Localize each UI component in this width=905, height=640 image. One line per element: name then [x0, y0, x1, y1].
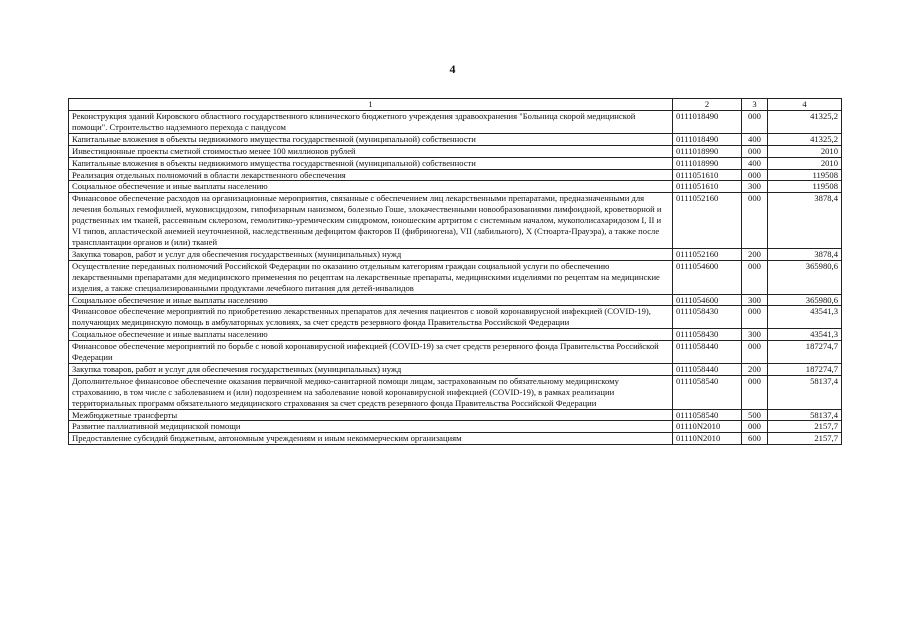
- row-amount-cell: 365980,6: [768, 260, 842, 294]
- row-amount-cell: 3878,4: [768, 193, 842, 249]
- row-code-cell: 0111054600: [673, 294, 742, 306]
- row-name-cell: Социальное обеспечение и иные выплаты населению: [69, 181, 673, 193]
- row-code-cell: 0111058430: [673, 306, 742, 329]
- table-row: [69, 181, 842, 193]
- row-code-cell: 0111054600: [673, 260, 742, 294]
- row-expense-type-cell: 000: [742, 306, 768, 329]
- row-amount-cell: 2157,7: [768, 421, 842, 433]
- row-name-cell: Предоставление субсидий бюджетным, автономным учреждениям и иным некоммерческим организациям: [69, 433, 673, 445]
- row-code-cell: 0111051610: [673, 181, 742, 193]
- row-code-cell: 0111058440: [673, 341, 742, 364]
- row-code-cell: 01110N2010: [673, 433, 742, 445]
- page-number: 4: [449, 62, 456, 76]
- row-expense-type-cell: 400: [742, 133, 768, 145]
- row-name-cell: Осуществление переданных полномочий Российской Федерации по оказанию отдельным категориям граждан социальной услуги по обеспечению лекарственными препаратами для медицинского применения по рецептам на лекарственные препараты, медицинскими изделиями по рецептам на медицинские изделия, а также специализированными продуктами лечебного питания для детей-инвалидов: [69, 260, 673, 294]
- row-amount-cell: 2010: [768, 157, 842, 169]
- table-row: [69, 341, 842, 364]
- row-name-cell: Инвестиционные проекты сметной стоимостью менее 100 миллионов рублей: [69, 145, 673, 157]
- row-code-cell: 0111018990: [673, 145, 742, 157]
- header-col-2: 2: [673, 99, 742, 111]
- row-code-cell: 0111058440: [673, 363, 742, 375]
- row-name-cell: Капитальные вложения в объекты недвижимого имущества государственной (муниципальной) собственности: [69, 133, 673, 145]
- row-expense-type-cell: 400: [742, 157, 768, 169]
- table-row: [69, 157, 842, 169]
- row-expense-type-cell: 300: [742, 329, 768, 341]
- header-row: [69, 99, 842, 111]
- header-col-3: 3: [742, 99, 768, 111]
- row-name-cell: Развитие паллиативной медицинской помощи: [69, 421, 673, 433]
- row-code-cell: 0111018990: [673, 157, 742, 169]
- row-name-cell: Финансовое обеспечение расходов на организационные мероприятия, связанные с обеспечением лиц лекарственными препаратами, предназначенными для лечения больных гемофилией, муковисцидозом, гипофизарным нанизмом, болезнью Гоше, злокачественными новообразованиями лимфоидной, кроветворной и родственных им тканей, рассеянным склерозом, гемолитико-уремическим синдромом, юношеским артритом с системным началом, мукополисахаридозом I, II и VI типов, апластической анемией неуточненной, наследственным дефицитом факторов II (фибриногена), VII (лабильного), X (Стюарта-Прауэра), а также после трансплантации органов и (или) тканей: [69, 193, 673, 249]
- row-expense-type-cell: 200: [742, 248, 768, 260]
- row-amount-cell: 2157,7: [768, 433, 842, 445]
- table-row: [69, 111, 842, 134]
- table-row: [69, 363, 842, 375]
- row-code-cell: 0111058430: [673, 329, 742, 341]
- table-row: [69, 409, 842, 421]
- row-expense-type-cell: 000: [742, 375, 768, 409]
- row-amount-cell: 41325,2: [768, 111, 842, 134]
- row-name-cell: Финансовое обеспечение мероприятий по борьбе с новой коронавирусной инфекцией (COVID-19) за счет средств резервного фонда Правительства Российской Федерации: [69, 341, 673, 364]
- row-expense-type-cell: 000: [742, 111, 768, 134]
- row-amount-cell: 365980,6: [768, 294, 842, 306]
- row-expense-type-cell: 000: [742, 193, 768, 249]
- row-expense-type-cell: 300: [742, 294, 768, 306]
- table-row: [69, 260, 842, 294]
- table-body: [69, 111, 842, 445]
- row-amount-cell: 187274,7: [768, 341, 842, 364]
- row-amount-cell: 41325,2: [768, 133, 842, 145]
- row-name-cell: Закупка товаров, работ и услуг для обеспечения государственных (муниципальных) нужд: [69, 363, 673, 375]
- row-amount-cell: 187274,7: [768, 363, 842, 375]
- row-name-cell: Социальное обеспечение и иные выплаты населению: [69, 294, 673, 306]
- header-col-1: 1: [69, 99, 673, 111]
- table-row: [69, 133, 842, 145]
- row-expense-type-cell: 000: [742, 260, 768, 294]
- table-row: [69, 433, 842, 445]
- row-name-cell: Реконструкция зданий Кировского областного государственного клинического бюджетного учреждения здравоохранения "Больница скорой медицинской помощи". Строительство надземного перехода с пандусом: [69, 111, 673, 134]
- row-name-cell: Социальное обеспечение и иные выплаты населению: [69, 329, 673, 341]
- table-row: [69, 294, 842, 306]
- row-name-cell: Финансовое обеспечение мероприятий по приобретению лекарственных препаратов для лечения пациентов с новой коронавирусной инфекцией (COVID-19), получающих медицинскую помощь в амбулаторных условиях, за счет средств резервного фонда Правительства Российской Федерации: [69, 306, 673, 329]
- table-row: [69, 248, 842, 260]
- row-expense-type-cell: 000: [742, 341, 768, 364]
- row-name-cell: Закупка товаров, работ и услуг для обеспечения государственных (муниципальных) нужд: [69, 248, 673, 260]
- table-row: [69, 421, 842, 433]
- budget-table: [68, 98, 842, 445]
- row-code-cell: 0111058540: [673, 409, 742, 421]
- row-amount-cell: 3878,4: [768, 248, 842, 260]
- row-name-cell: Реализация отдельных полномочий в области лекарственного обеспечения: [69, 169, 673, 181]
- row-name-cell: Дополнительное финансовое обеспечение оказания первичной медико-санитарной помощи лицам, застрахованным по обязательному медицинскому страхованию, в том числе с заболеванием и (или) подозрением на заболевание новой коронавирусной инфекцией (COVID-19), в рамках реализации территориальных программ обязательного медицинского страхования за счет средств резервного фонда Правительства Российской Федерации: [69, 375, 673, 409]
- row-amount-cell: 43541,3: [768, 306, 842, 329]
- row-amount-cell: 119508: [768, 181, 842, 193]
- row-code-cell: 0111018490: [673, 133, 742, 145]
- table-row: [69, 329, 842, 341]
- row-code-cell: 0111058540: [673, 375, 742, 409]
- row-name-cell: Капитальные вложения в объекты недвижимого имущества государственной (муниципальной) собственности: [69, 157, 673, 169]
- row-code-cell: 0111052160: [673, 248, 742, 260]
- row-expense-type-cell: 000: [742, 169, 768, 181]
- row-code-cell: 01110N2010: [673, 421, 742, 433]
- row-amount-cell: 2010: [768, 145, 842, 157]
- table-row: [69, 193, 842, 249]
- row-expense-type-cell: 000: [742, 145, 768, 157]
- table-row: [69, 306, 842, 329]
- row-expense-type-cell: 300: [742, 181, 768, 193]
- row-expense-type-cell: 000: [742, 421, 768, 433]
- row-code-cell: 0111018490: [673, 111, 742, 134]
- row-amount-cell: 58137,4: [768, 375, 842, 409]
- row-name-cell: Межбюджетные трансферты: [69, 409, 673, 421]
- row-amount-cell: 58137,4: [768, 409, 842, 421]
- row-code-cell: 0111051610: [673, 169, 742, 181]
- row-expense-type-cell: 500: [742, 409, 768, 421]
- header-col-4: 4: [768, 99, 842, 111]
- row-amount-cell: 43541,3: [768, 329, 842, 341]
- row-code-cell: 0111052160: [673, 193, 742, 249]
- row-amount-cell: 119508: [768, 169, 842, 181]
- table-row: [69, 169, 842, 181]
- table-row: [69, 375, 842, 409]
- table-row: [69, 145, 842, 157]
- row-expense-type-cell: 600: [742, 433, 768, 445]
- row-expense-type-cell: 200: [742, 363, 768, 375]
